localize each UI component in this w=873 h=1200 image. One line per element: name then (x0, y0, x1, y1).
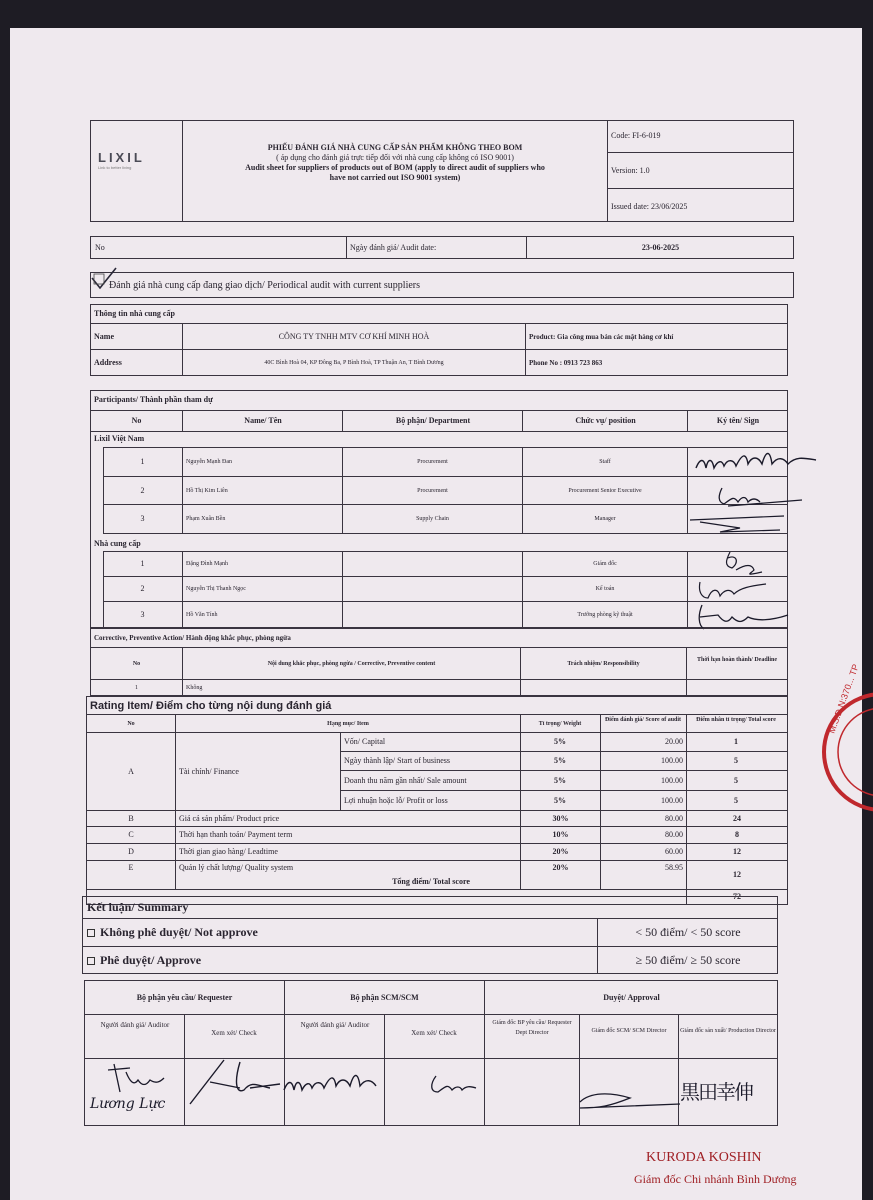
rating-col-weight: Tỉ trọng/ Weight (538, 720, 582, 727)
no-label: No (95, 242, 105, 252)
table-row: Thời hạn thanh toán/ Payment term (179, 830, 293, 839)
approval-signature-auditor-1 (86, 1062, 186, 1098)
table-row: 100.00 (661, 756, 683, 765)
rating-a-rows (341, 732, 788, 810)
director-title: Giám đốc Chi nhánh Bình Dương (634, 1172, 797, 1186)
list-item: Phạm Xuân Bền (186, 516, 226, 522)
handwritten-name: Lương Lực (90, 1096, 166, 1112)
header-title: PHIẾU ĐÁNH GIÁ NHÀ CUNG CẤP SẢN PHẨM KHÔNG THEO BOM ( áp dụng cho đánh giá trực tiếp đối với nhà cung cấp không có ISO 9001) Audit sheet for suppliers of products out of BOM (apply to direct audit of suppliers who have not carried out ISO 9001 system) (245, 143, 545, 182)
list-item: 3 (140, 609, 145, 619)
approval-heading: Duyệt/ Approval (603, 992, 660, 1002)
signature-s2 (690, 578, 780, 606)
list-item: Hồ Văn Tính (186, 611, 218, 618)
not-approve-rule: < 50 điểm/ < 50 score (635, 925, 741, 939)
table-row: 5% (554, 795, 566, 805)
corrective-col-resp: Trách nhiệm/ Responsibility (567, 660, 640, 667)
rating-a-item: Tài chính/ Finance (179, 766, 239, 776)
not-approve-label: Không phê duyệt/ Not approve (100, 925, 258, 939)
table-row: Thời gian giao hàng/ Leadtime (179, 847, 278, 856)
list-item: 2 (140, 485, 145, 495)
table-row: Ngày thành lập/ Start of business (344, 756, 450, 765)
table-row: 20% (552, 862, 569, 872)
audit-type-label: Đánh giá nhà cung cấp đang giao dịch/ Periodical audit with current suppliers (109, 279, 421, 291)
corrective-col-deadline: Thời hạn hoàn thành/ Deadline (696, 657, 778, 663)
table-row: 1 (734, 737, 738, 746)
table-row: 5% (554, 775, 566, 785)
approval-signature-scm-director (570, 1086, 690, 1116)
corrective-row-content: Không (186, 684, 203, 691)
approval-col-auditor-1: Người đánh giá/ Auditor (100, 1021, 170, 1029)
list-item: Trưởng phòng kỹ thuật (577, 611, 633, 618)
rating-col-item: Hạng mục/ Item (327, 720, 369, 727)
doc-code: Code: FI-6-019 (611, 131, 661, 140)
table-row: 5 (734, 775, 738, 785)
supplier-name: CÔNG TY TNHH MTV CƠ KHÍ MINH HOÀ (278, 331, 430, 341)
approval-signature-auditor-2 (280, 1068, 390, 1098)
participants-col-dept: Bộ phận/ Department (395, 416, 471, 425)
list-item: Nguyễn Mạnh Đan (186, 459, 232, 465)
participants-col-position: Chức vụ/ position (575, 416, 636, 425)
rating-other-rows (86, 810, 788, 905)
supplier-info-heading: Thông tin nhà cung cấp (94, 309, 175, 318)
table-row: Quản lý chất lượng/ Quality system (179, 862, 294, 872)
table-row: Doanh thu năm gần nhất/ Sale amount (344, 775, 467, 785)
supplier-address-label: Address (94, 358, 122, 367)
audit-date-label: Ngày đánh giá/ Audit date: (350, 242, 437, 252)
approve-label: Phê duyệt/ Approve (100, 953, 202, 967)
audit-sheet (10, 28, 862, 1200)
corrective-heading: Corrective, Preventive Action/ Hành động khắc phục, phòng ngừa (94, 634, 291, 642)
list-item: Procurement (417, 487, 448, 494)
table-row: 10% (552, 830, 569, 839)
approval-col-prod-director: Giám đốc sản xuất/ Production Director (680, 1028, 776, 1034)
approve-rule: ≥ 50 điểm/ ≥ 50 score (635, 953, 741, 967)
table-row: 30% (552, 813, 569, 823)
table-row: 5 (734, 795, 738, 805)
list-item: 1 (140, 559, 145, 568)
list-item: Procurement Senior Executive (568, 487, 642, 494)
table-row: 100.00 (661, 795, 683, 805)
table-row: B (128, 813, 134, 823)
table-row: 20.00 (665, 737, 683, 746)
lixil-logo: LIXIL Link to better living (98, 150, 145, 170)
corrective-col-content: Nội dung khắc phục, phòng ngừa / Corrective, Preventive content (267, 660, 436, 667)
list-item: Supply Chain (416, 516, 449, 522)
table-row: 12 (733, 847, 741, 856)
participants-col-sign: Ký tên/ Sign (716, 416, 760, 425)
table-row: 5% (554, 756, 566, 765)
rating-col-total: Điểm nhân tỉ trọng/ Total score (696, 717, 776, 723)
list-item: Giám đốc (593, 561, 617, 567)
table-row: 5 (734, 756, 738, 765)
participants-heading: Participants/ Thành phần tham dự (94, 395, 213, 404)
table-row: Giá cả sản phẩm/ Product price (179, 813, 280, 823)
list-item: Manager (594, 516, 616, 522)
summary-heading: Kết luận/ Summary (87, 900, 189, 914)
rating-heading: Rating Item/ Điểm cho từng nội dung đánh giá (90, 699, 332, 712)
table-row: 100.00 (661, 775, 683, 785)
audit-date-value: 23-06-2025 (641, 242, 680, 252)
doc-issued-date: Issued date: 23/06/2025 (611, 202, 688, 211)
total-score-label: Tổng điểm/ Total score (392, 876, 470, 886)
list-item: 1 (140, 457, 145, 466)
not-approve-checkbox[interactable] (87, 929, 95, 937)
table-row: 60.00 (665, 847, 683, 856)
approve-option[interactable] (84, 947, 584, 974)
supplier-phone: Phone No : 0913 723 863 (529, 359, 603, 367)
stamp-text: M.S.D.N:370... TP (826, 662, 861, 735)
table-row: 12 (733, 870, 741, 879)
signature-p1 (692, 448, 822, 476)
supplier-name-label: Name (94, 331, 114, 341)
participants-col-no: No (131, 416, 142, 425)
approval-col-req-director: Giám đốc BP yêu cầu/ Requester Dept Director (492, 1020, 572, 1036)
participants-group-supplier: Nhà cung cấp (94, 539, 141, 548)
table-row: D (128, 847, 134, 856)
not-approve-option[interactable] (84, 919, 584, 946)
company-stamp (820, 662, 873, 824)
table-row: 80.00 (665, 813, 683, 823)
signature-s1 (706, 550, 786, 580)
table-row: Lợi nhuận hoặc lỗ/ Profit or loss (344, 795, 448, 805)
rating-col-score: Điểm đánh giá/ Score of audit (604, 717, 682, 723)
rating-a-no: A (128, 766, 134, 776)
table-row: 58.95 (665, 862, 683, 872)
supplier-product: Product: Gia công mua bán các mặt hàng cơ khí (529, 332, 674, 341)
approval-col-scm-director: Giám đốc SCM/ SCM Director (591, 1028, 667, 1034)
approval-col-check-2: Xem xét/ Check (411, 1029, 457, 1037)
total-score-value: 72 (733, 892, 741, 901)
director-name: KURODA KOSHIN (646, 1150, 762, 1165)
rating-col-no: No (127, 720, 135, 727)
signature-p3 (680, 508, 800, 536)
doc-version: Version: 1.0 (611, 166, 650, 175)
list-item: Procurement (417, 459, 448, 465)
table-row: 8 (735, 830, 739, 839)
table-row: 5% (554, 737, 566, 746)
approval-requester: Bộ phận yêu cầu/ Requester (136, 992, 233, 1002)
participants-group-lixil: Lixil Việt Nam (94, 434, 145, 443)
approval-signature-check-1 (180, 1058, 290, 1108)
approval-col-auditor-2: Người đánh giá/ Auditor (300, 1021, 370, 1029)
table-row: 20% (552, 847, 569, 856)
kanji-signature: 黒田幸伸 (680, 1080, 752, 1104)
corrective-row-no: 1 (135, 684, 138, 691)
list-item: Kế toán (595, 586, 615, 592)
table-row: 24 (733, 813, 741, 823)
approval-col-check-1: Xem xét/ Check (211, 1029, 257, 1037)
list-item: Đặng Đình Mạnh (186, 561, 228, 567)
table-row: Vốn/ Capital (344, 737, 386, 746)
table-row: 80.00 (665, 830, 683, 839)
approval-scm: Bộ phận SCM/SCM (350, 992, 419, 1002)
approve-checkbox[interactable] (87, 957, 95, 965)
list-item: Nguyễn Thị Thanh Ngọc (186, 586, 246, 592)
list-item: Staff (599, 459, 611, 465)
list-item: 2 (140, 584, 145, 593)
list-item: Hồ Thị Kim Liên (186, 487, 228, 494)
supplier-address: 40C Bình Hoà 04, KP Đông Ba, P Bình Hoà, TP Thuận An, T Bình Dương (264, 360, 444, 366)
supplier-participants (103, 551, 788, 628)
list-item: 3 (140, 514, 145, 523)
participants-col-name: Name/ Tên (244, 416, 282, 425)
approval-signature-check-2 (416, 1072, 496, 1102)
corrective-col-no: No (132, 660, 141, 667)
table-row: E (128, 862, 134, 872)
table-row: C (128, 830, 134, 839)
